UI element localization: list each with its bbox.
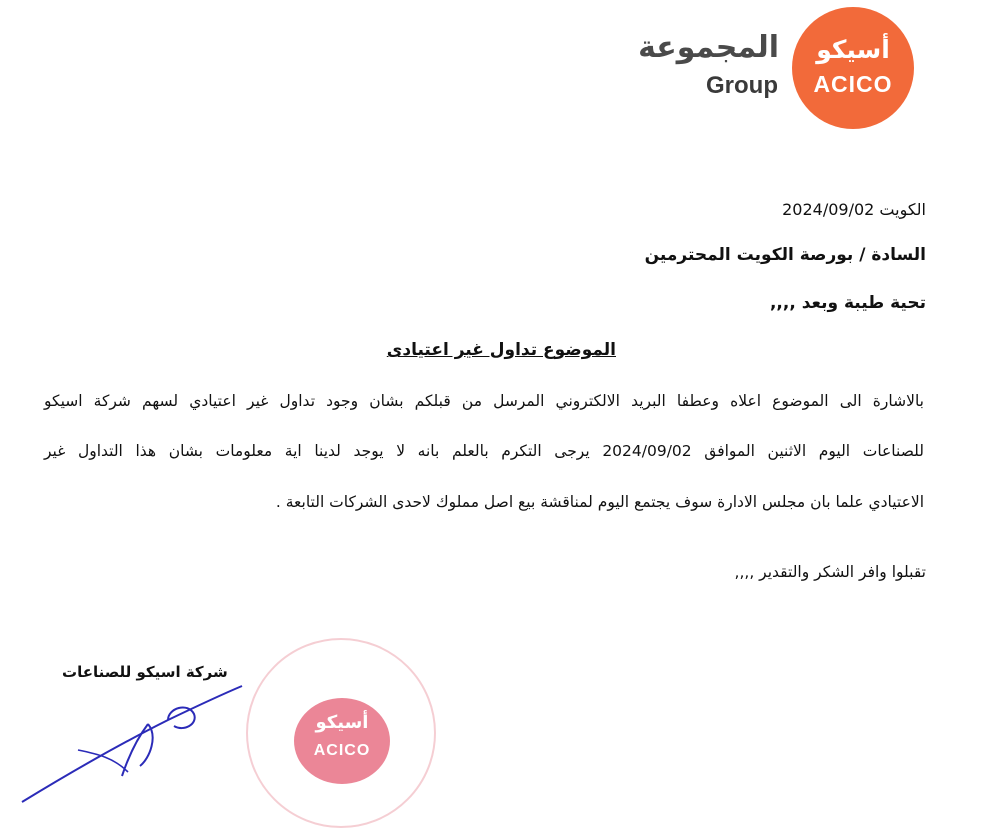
logo-text-english: ACICO — [813, 71, 893, 97]
group-name-arabic: المجموعة — [638, 30, 779, 65]
paragraph-line: للصناعات اليوم الاثنين الموافق 2024/09/02 يرجى التكرم بالعلم بانه لا يوجد لدينا اية معلومات بشان هذا التداول غير — [44, 442, 924, 460]
letter-closing: تقبلوا وافر الشكر والتقدير ,,,, — [734, 563, 926, 581]
seal-text-english: ACICO — [313, 742, 371, 759]
group-name-english: Group — [706, 72, 778, 99]
paragraph-line: بالاشارة الى الموضوع اعلاه وعطفا البريد الالكتروني المرسل من قبلكم بشان وجود تداول غير اعتيادي لسهم شركة اسيكو — [44, 392, 924, 410]
letter-greeting: تحية طيبة وبعد ,,,, — [769, 293, 926, 313]
signing-company: شركة اسيكو للصناعات — [62, 663, 228, 681]
paragraph-line: الاعتيادي علما بان مجلس الادارة سوف يجتمع اليوم لمناقشة بيع اصل مملوك لاحدى الشركات التابعة . — [275, 493, 924, 511]
letter-subject: الموضوع تداول غير اعتيادى — [386, 340, 616, 360]
logo-text-arabic: أسيكو — [816, 35, 890, 64]
letter-date: الكويت 2024/09/02 — [782, 200, 926, 219]
handwritten-signature — [18, 680, 248, 810]
letter-addressee: السادة / بورصة الكويت المحترمين — [644, 245, 926, 265]
acico-logo — [792, 7, 914, 129]
seal-logo — [294, 698, 390, 784]
company-seal — [246, 638, 436, 828]
seal-text-arabic: أسيكو — [315, 712, 369, 733]
